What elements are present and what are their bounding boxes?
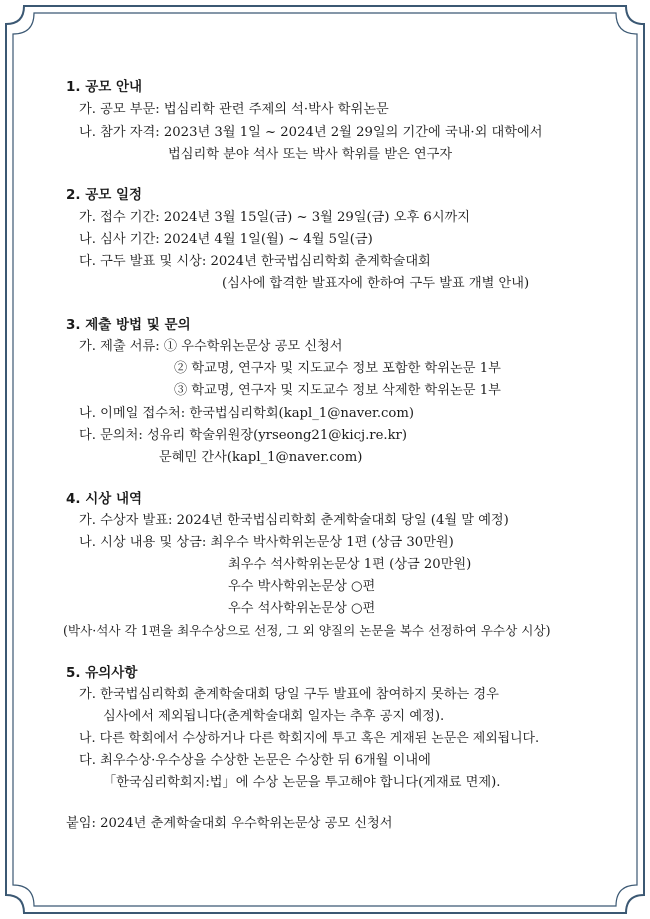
s1-item-a: 가. 공모 부문: 법심리학 관련 주제의 석·박사 학위논문 — [79, 102, 389, 117]
s3-item-c-line1: 다. 문의처: 성유리 학술위원장(yrseong21@kicj.re.kr) — [79, 428, 408, 443]
section-2-title: 2. 공모 일정 — [66, 187, 143, 203]
s2-item-a: 가. 접수 기간: 2024년 3월 15일(금) ~ 3월 29일(금) 오후 6시까지 — [79, 210, 471, 225]
s4-item-a: 가. 수상자 발표: 2024년 한국법심리학회 춘계학술대회 당일 (4월 말 예정) — [79, 513, 509, 528]
s1-item-b-line2: 법심리학 분야 석사 또는 박사 학위를 받은 연구자 — [168, 147, 453, 162]
s5-item-a-line1: 가. 한국법심리학회 춘계학술대회 당일 구두 발표에 참여하지 못하는 경우 — [79, 687, 499, 702]
s4-note: (박사·석사 각 1편을 최우수상으로 선정, 그 외 양질의 논문을 복수 선정하여 우수상 시상) — [63, 623, 551, 638]
s3-item-a-line3: ③ 학교명, 연구자 및 지도교수 정보 삭제한 학위논문 1부 — [174, 383, 501, 398]
s3-item-a-line1: 가. 제출 서류: ① 우수학위논문상 공모 신청서 — [79, 339, 343, 354]
s4-item-b-line4: 우수 석사학위논문상 ○편 — [228, 601, 376, 616]
s3-item-b: 나. 이메일 접수처: 한국법심리학회(kapl_1@naver.com) — [79, 406, 415, 421]
s5-item-c-line2: 「한국심리학회지:법」에 수상 논문을 투고해야 합니다(게재료 면제). — [103, 775, 501, 790]
s5-item-c-line1: 다. 최우수상·우수상을 수상한 논문은 수상한 뒤 6개월 이내에 — [79, 753, 431, 768]
section-1-title: 1. 공모 안내 — [66, 79, 143, 95]
s2-item-b: 나. 심사 기간: 2024년 4월 1일(월) ~ 4월 5일(금) — [79, 232, 373, 247]
section-4-title: 4. 시상 내역 — [66, 491, 143, 507]
s5-item-a-line2: 심사에서 제외됩니다(춘계학술대회 일자는 추후 공지 예정). — [103, 709, 445, 724]
s4-item-b-line1: 나. 시상 내용 및 상금: 최우수 박사학위논문상 1편 (상금 30만원) — [79, 535, 454, 550]
s2-item-c-line1: 다. 구두 발표 및 시상: 2024년 한국법심리학회 춘계학술대회 — [79, 254, 431, 269]
s3-item-c-line2: 문혜민 간사(kapl_1@naver.com) — [159, 450, 363, 465]
s5-item-b: 나. 다른 학회에서 수상하거나 다른 학회지에 투고 혹은 게재된 논문은 제외됩니다. — [79, 731, 540, 746]
section-5-title: 5. 유의사항 — [66, 665, 138, 681]
attachment-note: 붙임: 2024년 춘계학술대회 우수학위논문상 공모 신청서 — [66, 816, 393, 831]
s4-item-b-line2: 최우수 석사학위논문상 1편 (상금 20만원) — [228, 557, 472, 572]
s3-item-a-line2: ② 학교명, 연구자 및 지도교수 정보 포함한 학위논문 1부 — [174, 361, 501, 376]
s2-item-c-line2: (심사에 합격한 발표자에 한하여 구두 발표 개별 안내) — [222, 276, 530, 291]
section-3-title: 3. 제출 방법 및 문의 — [66, 317, 191, 333]
s1-item-b-line1: 나. 참가 자격: 2023년 3월 1일 ~ 2024년 2월 29일의 기간에 국내·외 대학에서 — [79, 125, 543, 140]
s4-item-b-line3: 우수 박사학위논문상 ○편 — [228, 579, 376, 594]
